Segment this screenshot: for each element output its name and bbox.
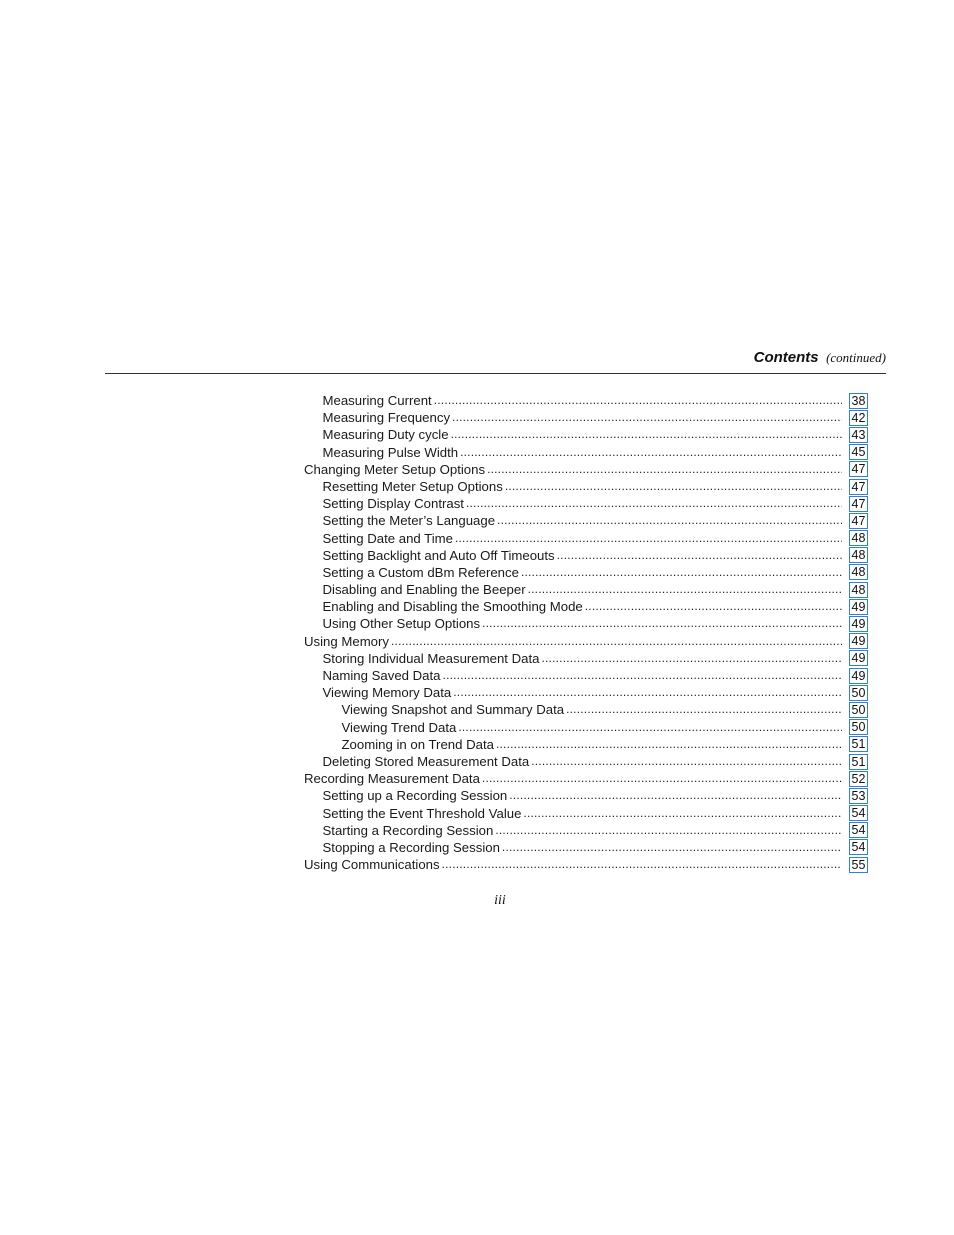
toc-page-link[interactable]: 48 xyxy=(849,530,868,546)
toc-entry[interactable] xyxy=(304,805,868,822)
dot-leader xyxy=(482,615,842,632)
toc-entry-title: Resetting Meter Setup Options xyxy=(322,478,503,494)
toc-page-link[interactable]: 50 xyxy=(849,685,868,701)
toc-page-link[interactable]: 49 xyxy=(849,633,868,649)
toc-entry[interactable] xyxy=(304,530,868,547)
toc-entry[interactable] xyxy=(304,547,868,564)
toc-page-link[interactable]: 48 xyxy=(849,582,868,598)
header-title: Contents xyxy=(753,349,819,366)
dot-leader xyxy=(521,564,842,581)
toc-entry-title: Disabling and Enabling the Beeper xyxy=(322,582,526,598)
toc-page-link[interactable]: 43 xyxy=(849,427,868,443)
toc-entry[interactable] xyxy=(304,461,868,478)
toc-entry-title: Setting Backlight and Auto Off Timeouts xyxy=(322,547,555,563)
toc-entry[interactable] xyxy=(304,426,868,443)
toc-page-link[interactable]: 45 xyxy=(849,444,868,460)
dot-leader xyxy=(496,736,842,753)
toc-entry-title: Using Communications xyxy=(304,857,440,873)
dot-leader xyxy=(482,770,842,787)
toc-page-link[interactable]: 50 xyxy=(849,702,868,718)
dot-leader xyxy=(487,461,842,478)
toc-entry-title: Viewing Trend Data xyxy=(341,719,457,735)
toc-entry[interactable] xyxy=(304,581,868,598)
toc-entry[interactable] xyxy=(304,598,868,615)
toc-entry-title: Using Memory xyxy=(304,633,390,649)
toc-page-link[interactable]: 48 xyxy=(849,564,868,580)
dot-leader xyxy=(509,787,842,804)
toc-entry[interactable] xyxy=(304,633,868,650)
dot-leader xyxy=(451,426,842,443)
toc-entry[interactable] xyxy=(304,564,868,581)
toc-entry-title: Viewing Snapshot and Summary Data xyxy=(341,702,565,718)
dot-leader xyxy=(443,667,842,684)
toc-entry[interactable] xyxy=(304,787,868,804)
dot-leader xyxy=(502,839,842,856)
toc-entry-title: Using Other Setup Options xyxy=(322,616,481,632)
toc-entry-title: Naming Saved Data xyxy=(322,668,441,683)
toc-page-link[interactable]: 53 xyxy=(849,788,868,804)
toc-entry[interactable] xyxy=(304,409,868,426)
toc-entry-title: Deleting Stored Measurement Data xyxy=(322,753,530,769)
toc-entry[interactable] xyxy=(304,770,868,787)
toc-entry-title: Changing Meter Setup Options xyxy=(304,461,486,477)
toc-entry-title: Measuring Duty cycle xyxy=(322,427,449,443)
toc-entry[interactable] xyxy=(304,512,868,529)
toc-entry-title: Storing Individual Measurement Data xyxy=(322,650,540,666)
toc-page-link[interactable]: 38 xyxy=(849,393,868,409)
toc-entry[interactable] xyxy=(304,392,868,409)
dot-leader xyxy=(466,495,842,512)
toc-page-link[interactable]: 47 xyxy=(849,461,868,477)
header-rule xyxy=(105,373,886,374)
toc-entry[interactable] xyxy=(304,444,868,461)
toc-page-link[interactable]: 51 xyxy=(849,736,868,752)
dot-leader xyxy=(495,822,842,839)
toc-page-link[interactable]: 52 xyxy=(849,771,868,787)
dot-leader xyxy=(452,409,842,426)
dot-leader xyxy=(442,856,842,873)
dot-leader xyxy=(505,478,842,495)
dot-leader xyxy=(497,512,842,529)
toc-entry-title: Setting a Custom dBm Reference xyxy=(322,564,519,580)
toc-page-link[interactable]: 49 xyxy=(849,599,868,615)
dot-leader xyxy=(523,805,842,822)
toc-entry-title: Measuring Current xyxy=(322,393,432,408)
toc-entry-title: Measuring Frequency xyxy=(322,410,451,426)
toc-entry-title: Measuring Pulse Width xyxy=(322,444,459,460)
toc-entry-title: Recording Measurement Data xyxy=(304,771,480,787)
toc-entry[interactable] xyxy=(304,701,868,718)
toc-page-link[interactable]: 51 xyxy=(849,754,868,770)
dot-leader xyxy=(541,650,842,667)
toc-entry[interactable] xyxy=(304,856,868,873)
toc-page-link[interactable]: 54 xyxy=(849,805,868,821)
toc-page-link[interactable]: 50 xyxy=(849,719,868,735)
toc-entry[interactable] xyxy=(304,753,868,770)
toc-entry[interactable] xyxy=(304,478,868,495)
page-number: iii xyxy=(494,893,506,908)
toc-page-link[interactable]: 47 xyxy=(849,513,868,529)
dot-leader xyxy=(557,547,842,564)
toc-page-link[interactable]: 55 xyxy=(849,857,868,873)
toc-entry-title: Viewing Memory Data xyxy=(322,685,452,701)
running-header xyxy=(105,349,886,371)
dot-leader xyxy=(453,684,842,701)
toc-entry[interactable] xyxy=(304,822,868,839)
toc-page-link[interactable]: 49 xyxy=(849,650,868,666)
toc-page-link[interactable]: 47 xyxy=(849,479,868,495)
toc-entry-title: Setting up a Recording Session xyxy=(322,788,508,804)
toc-entry[interactable] xyxy=(304,650,868,667)
toc-entry[interactable] xyxy=(304,495,868,512)
toc-entry-title: Starting a Recording Session xyxy=(322,822,494,838)
toc-entry[interactable] xyxy=(304,719,868,736)
toc-entry[interactable] xyxy=(304,839,868,856)
toc-entry-title: Setting the Meter’s Language xyxy=(322,513,496,529)
toc-entry[interactable] xyxy=(304,667,868,684)
dot-leader xyxy=(566,701,842,718)
toc-entry-title: Stopping a Recording Session xyxy=(322,839,500,855)
dot-leader xyxy=(585,598,842,615)
table-of-contents xyxy=(304,392,868,873)
toc-page-link[interactable]: 49 xyxy=(849,668,868,684)
toc-entry-title: Zooming in on Trend Data xyxy=(341,736,494,752)
toc-page-link[interactable]: 48 xyxy=(849,547,868,563)
toc-page-link[interactable]: 49 xyxy=(849,616,868,632)
dot-leader xyxy=(528,581,842,598)
toc-page-link[interactable]: 54 xyxy=(849,839,868,855)
dot-leader xyxy=(460,444,842,461)
dot-leader xyxy=(391,633,842,650)
toc-entry[interactable] xyxy=(304,615,868,632)
dot-leader xyxy=(455,530,842,547)
dot-leader xyxy=(458,719,842,736)
dot-leader xyxy=(531,753,842,770)
toc-entry-title: Setting Display Contrast xyxy=(322,496,464,512)
header-continued: (continued) xyxy=(826,350,886,365)
toc-page-link[interactable]: 42 xyxy=(849,410,868,426)
toc-entry[interactable] xyxy=(304,684,868,701)
toc-entry[interactable] xyxy=(304,736,868,753)
toc-page-link[interactable]: 47 xyxy=(849,496,868,512)
dot-leader xyxy=(434,392,842,409)
toc-entry-title: Setting the Event Threshold Value xyxy=(322,805,522,821)
toc-entry-title: Enabling and Disabling the Smoothing Mode xyxy=(322,599,583,615)
toc-entry-title: Setting Date and Time xyxy=(322,530,453,546)
toc-page-link[interactable]: 54 xyxy=(849,822,868,838)
